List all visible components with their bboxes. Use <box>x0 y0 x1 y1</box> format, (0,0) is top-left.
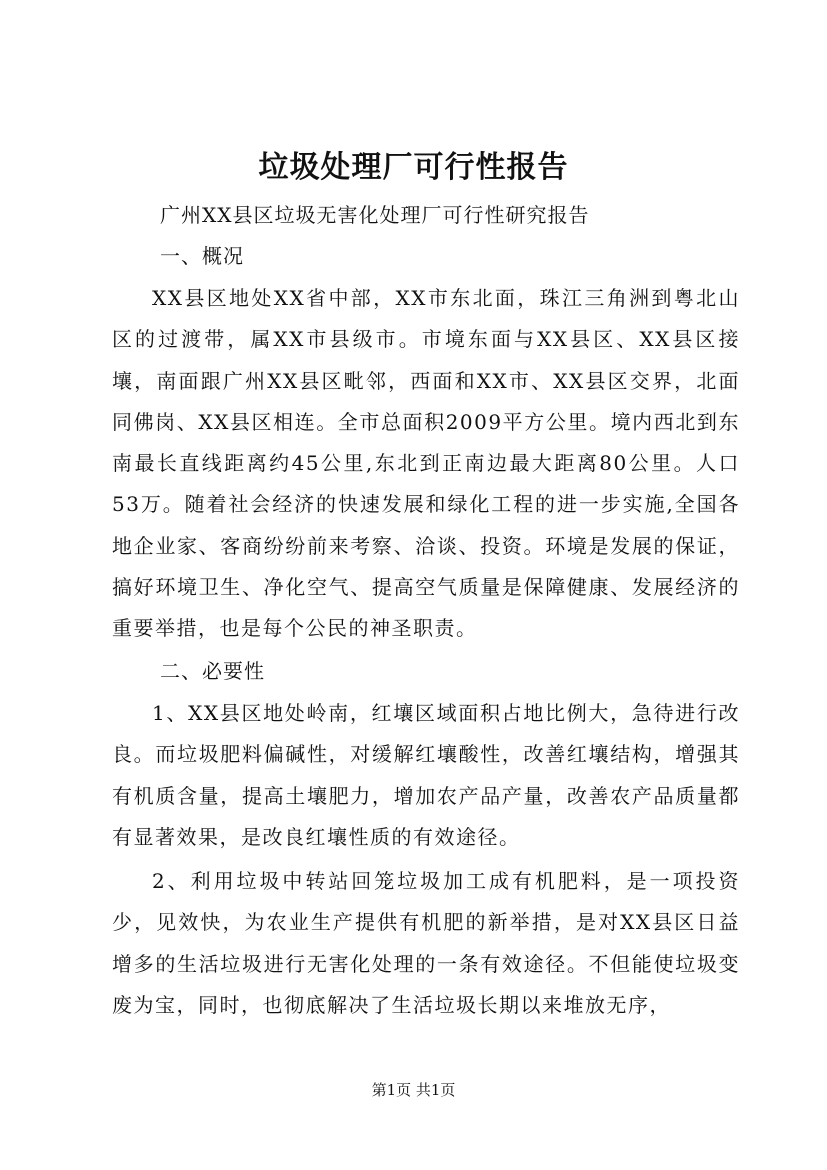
section-heading-overview: 一、概况 <box>160 244 244 268</box>
paragraph-overview: XX县区地处XX省中部，XX市东北面，珠江三角洲到粤北山区的过渡带，属XX市县级市。市境东面与XX县区、XX县区接壤，南面跟广州XX县区毗邻，西面和XX市、XX县区交界，北面同佛岗、XX县区相连。全市总面积2009平方公里。境内西北到东南最长直线距离约45公里,东北到正南边最大距离80公里。人口53万。随着社会经济的快速发展和绿化工程的进一步实施,全国各地企业家、客商纷纷前来考察、洽谈、投资。环境是发展的保证，搞好环境卫生、净化空气、提高空气质量是保障健康、发展经济的重要举措，也是每个公民的神圣职责。 <box>112 286 740 641</box>
document-title: 垃圾处理厂可行性报告 <box>258 150 569 185</box>
paragraph-necessity-2: 2、利用垃圾中转站回笼垃圾加工成有机肥料，是一项投资少，见效快，为农业生产提供有机肥的新举措，是对XX县区日益增多的生活垃圾进行无害化处理的一条有效途径。不但能使垃圾变废为宝，同时，也彻底解决了生活垃圾长期以来堆放无序， <box>112 869 740 1017</box>
page-number-footer: 第1页 共1页 <box>371 1081 456 1099</box>
paragraph-necessity-1: 1、XX县区地处岭南，红壤区域面积占地比例大，急待进行改良。而垃圾肥料偏碱性，对缓解红壤酸性，改善红壤结构，增强其有机质含量，提高土壤肥力，增加农产品产量，改善农产品质量都有显著效果，是改良红壤性质的有效途径。 <box>112 701 740 849</box>
document-subtitle: 广州XX县区垃圾无害化处理厂可行性研究报告 <box>160 203 590 227</box>
section-heading-necessity: 二、必要性 <box>160 659 265 683</box>
